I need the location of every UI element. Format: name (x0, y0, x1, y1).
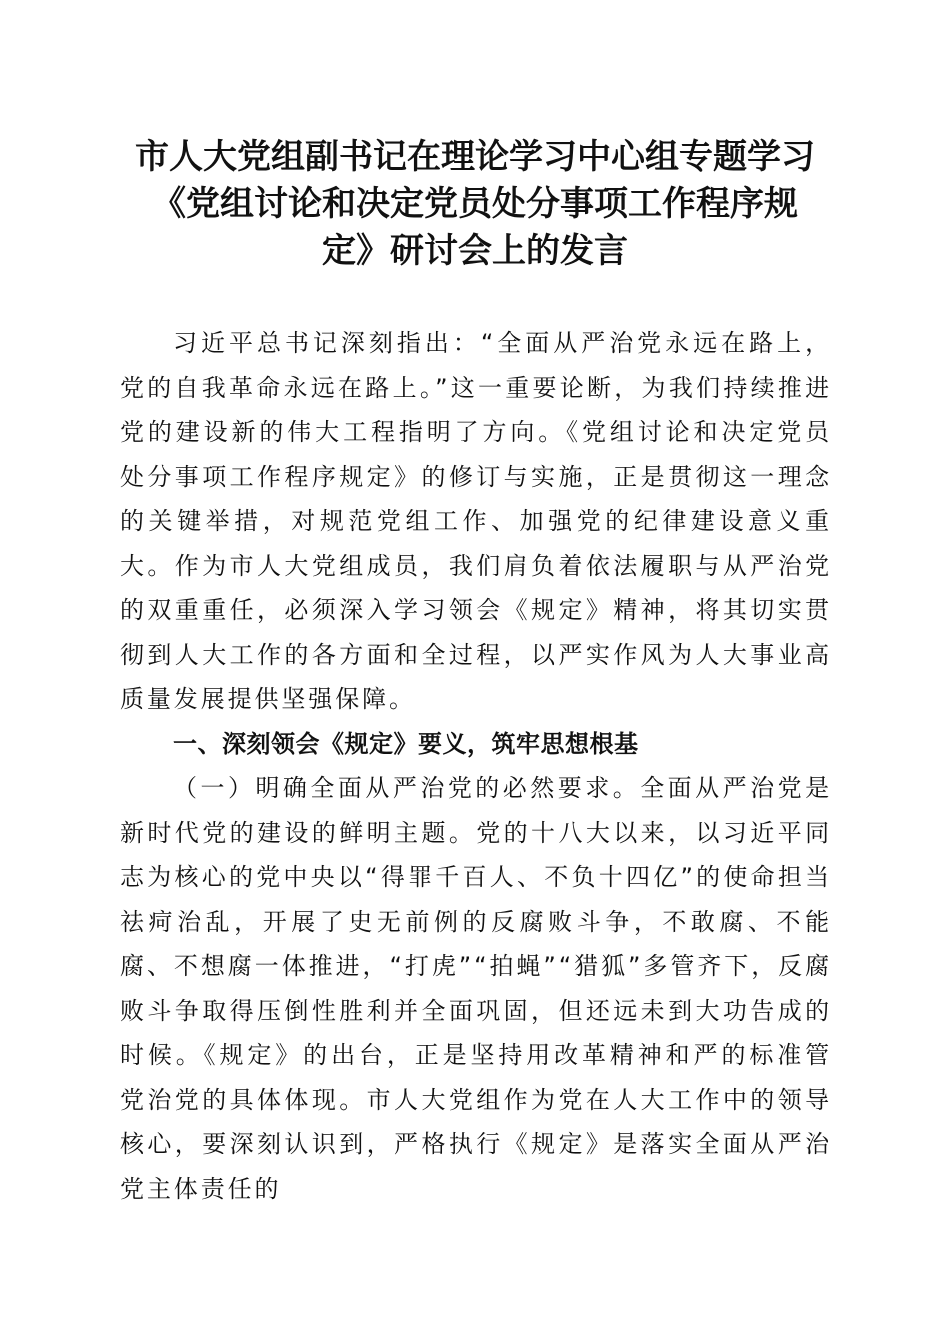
title-line-2: 《党组讨论和决定党员处分事项工作程序规 (152, 184, 798, 224)
subsection-body: 全面从严治党是新时代党的建设的鲜明主题。党的十八大以来，以习近平同志为核心的党中央以“得罪千百人、不负十四亿”的使命担当祛疴治乱，开展了史无前例的反腐败斗争，不敢腐、不能腐、不想腐一体推进，“打虎”“拍蝇”“猎狐”多管齐下，反腐败斗争取得压倒性胜利并全面巩固，但还远未到大功告成的时候。《规定》的出台，正是坚持用改革精神和严的标准管党治党的具体体现。市人大党组作为党在人大工作中的领导核心，要深刻认识到，严格执行《规定》是落实全面从严治党主体责任的 (120, 774, 832, 1203)
document-title (100, 134, 850, 275)
section-heading: 一、深刻领会《规定》要义，筑牢思想根基 (173, 729, 639, 758)
intro-paragraph: 习近平总书记深刻指出：“全面从严治党永远在路上，党的自我革命永远在路上。”这一重要论断，为我们持续推进党的建设新的伟大工程指明了方向。《党组讨论和决定党员处分事项工作程序规定》的修订与实施，正是贯彻这一理念的关键举措，对规范党组工作、加强党的纪律建设意义重大。作为市人大党组成员，我们肩负着依法履职与从严治党的双重重任，必须深入学习领会《规定》精神，将其切实贯彻到人大工作的各方面和全过程，以严实作风为人大事业高质量发展提供坚强保障。 (120, 329, 832, 713)
subsection-paragraph (120, 766, 832, 1211)
title-line-3: 定》研讨会上的发言 (322, 231, 628, 271)
document-body (120, 321, 832, 1211)
subsection-lead: （一）明确全面从严治党的必然要求。 (173, 774, 641, 802)
title-line-1: 市人大党组副书记在理论学习中心组专题学习 (135, 137, 815, 177)
